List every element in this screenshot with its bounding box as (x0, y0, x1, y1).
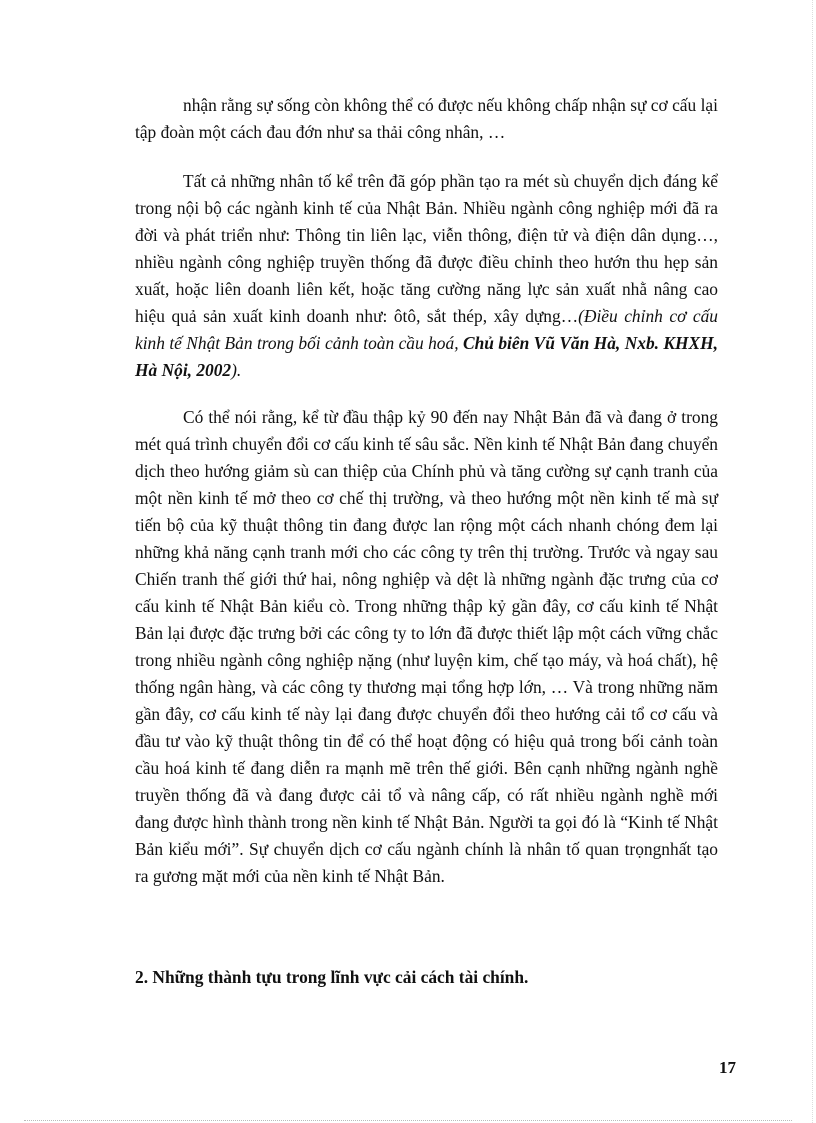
side-divider (812, 0, 813, 1123)
paragraph-economic-shift (135, 168, 718, 384)
paragraph-3-text: Có thể nói rằng, kể từ đầu thập kỷ 90 đến nay Nhật Bản đã và đang ở trong mét quá trình chuyển đổi cơ cấu kinh tế sâu sắc. Nền kinh tế Nhật Bản đang chuyển dịch theo hướng giảm sù can thiệp của Chính phủ và tăng cường sự cạnh tranh của một nền kinh tế mở theo cơ chế thị trường, và theo hướng một nền kinh tế mà sự tiến bộ của kỹ thuật thông tin đang được lan rộng một cách nhanh chóng đem lại những khả năng cạnh tranh mới cho các công ty trên thị trường. Trước và ngay sau Chiến tranh thế giới thứ hai, nông nghiệp và dệt là những ngành đặc trưng của cơ cấu kinh tế Nhật Bản kiểu cò. Trong những thập kỷ gần đây, cơ cấu kinh tế Nhật Bản lại được đặc trưng bởi các công ty to lớn đã được thiết lập một cách vững chắc trong nhiều ngành công nghiệp nặng (như luyện kim, chế tạo máy, và hoá chất), hệ thống ngân hàng, và các công ty thương mại tổng hợp lớn, … Và trong những năm gần đây, cơ cấu kinh tế này lại đang được chuyển đổi theo hướng cải tổ cơ cấu và đầu tư vào kỹ thuật thông tin để có thể hoạt động có hiệu quả trong bối cảnh toàn cầu hoá kinh tế đang diễn ra mạnh mẽ trên thế giới. Bên cạnh những ngành nghề truyền thống đã và đang được cải tổ và nâng cấp, có rất nhiều ngành nghề mới đang được hình thành trong nền kinh tế Nhật Bản. Người ta gọi đó là “Kinh tế Nhật Bản kiểu mới”. Sự chuyển dịch cơ cấu ngành chính là nhân tố quan trọngnhất tạo ra gương mặt mới của nền kinh tế Nhật Bản. (135, 407, 718, 886)
citation-source: Chủ biên Vũ Văn Hà, Nxb. KHXH, Hà Nội, 2002 (135, 333, 718, 380)
page-number: 17 (719, 1058, 736, 1077)
paragraph-1-text: nhận rằng sự sống còn không thể có được nếu không chấp nhận sự cơ cấu lại tập đoàn một cách đau đớn như sa thải công nhân, … (135, 95, 718, 142)
bottom-divider (24, 1120, 792, 1121)
section-heading: 2. Những thành tựu trong lĩnh vực cải cách tài chính. (135, 967, 529, 987)
citation-title: (Điều chỉnh cơ cấu kinh tế Nhật Bản trong bối cảnh toàn cầu hoá, (135, 306, 718, 353)
citation-end: ). (231, 360, 242, 380)
paragraph-2-text: Tất cả những nhân tố kể trên đã góp phần tạo ra mét sù chuyển dịch đáng kể trong nội bộ các ngành kinh tế của Nhật Bản. Nhiều ngành công nghiệp mới đã ra đời và phát triển như: Thông tin liên lạc, viễn thông, điện tử và điện dân dụng…, nhiều ngành công nghiệp truyền thống đã được điều chỉnh theo hướn thu hẹp sản xuất, hoặc liên doanh liên kết, hoặc tăng cường năng lực sản xuất nhằ nâng cao hiệu quả sản xuất kinh doanh như: ôtô, sắt thép, xây dựng… (135, 171, 718, 326)
paragraph-continuation (135, 92, 718, 146)
paragraph-structural-change (135, 404, 718, 890)
